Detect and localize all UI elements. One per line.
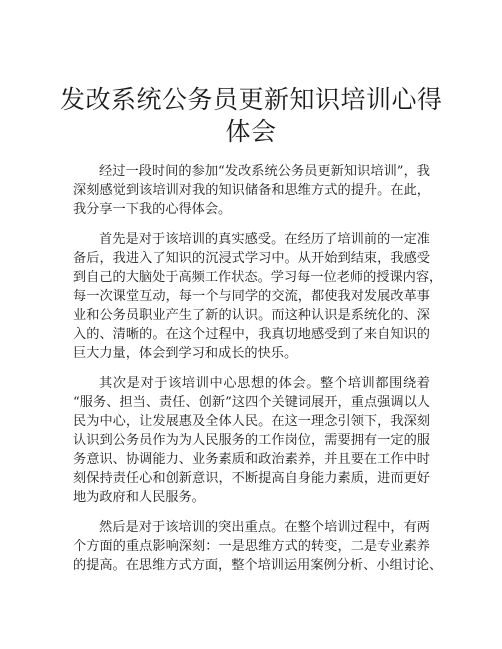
paragraph-line: 经过一段时间的参加“发改系统公务员更新知识培训”，我: [99, 164, 430, 179]
paragraph-line: 民为中心，让发展惠及全体人民。在这一理念引领下，我深刻: [73, 414, 430, 429]
document-title: [60, 84, 442, 148]
paragraph-line: 然后是对于该培训的突出重点。在整个培训过程中，有两: [99, 520, 430, 535]
paragraph-line: 巨大力量，体会到学习和成长的快乐。: [73, 346, 298, 361]
paragraph-line: 我分享一下我的心得体会。: [73, 202, 232, 217]
paragraph-line: “服务、担当、责任、创新”这四个关键词展开，重点强调以人: [73, 395, 430, 410]
paragraph-line: 的提高。在思维方式方面，整个培训运用案例分析、小组讨论、: [73, 558, 443, 573]
paragraph-line: 务意识、协调能力、业务素质和政治素养，并且要在工作中时: [73, 452, 430, 467]
paragraph-line: 地为政府和人民服务。: [73, 490, 205, 505]
paragraph-3: [73, 374, 430, 507]
paragraph-line: 每一次课堂互动，每一个与同学的交流，都使我对发展改革事: [73, 289, 430, 304]
paragraph-1: [73, 162, 430, 219]
title-line-2: 体会: [225, 117, 277, 146]
paragraph-line: 到自己的大脑处于高频工作状态。学习每一位老师的授课内容，: [73, 270, 443, 285]
paragraph-line: 首先是对于该培训的真实感受。在经历了培训前的一定准: [99, 232, 430, 247]
title-line-1: 发改系统公务员更新知识培训心得: [60, 85, 443, 114]
paragraph-2: [73, 230, 443, 363]
paragraph-line: 入的、清晰的。在这个过程中，我真切地感受到了来自知识的: [73, 327, 430, 342]
paragraph-4: [73, 518, 443, 575]
paragraph-line: 认识到公务员作为为人民服务的工作岗位，需要拥有一定的服: [73, 433, 430, 448]
paragraph-line: 深刻感觉到该培训对我的知识储备和思维方式的提升。在此，: [73, 183, 430, 198]
paragraph-line: 刻保持责任心和创新意识，不断提高自身能力素质，进而更好: [73, 471, 430, 486]
paragraph-line: 其次是对于该培训中心思想的体会。整个培训都围绕着: [99, 376, 430, 391]
paragraph-line: 备后，我进入了知识的沉浸式学习中。从开始到结束，我感受: [73, 251, 430, 266]
paragraph-line: 个方面的重点影响深刻：一是思维方式的转变，二是专业素养: [73, 539, 430, 554]
document-body: [73, 162, 443, 586]
paragraph-line: 业和公务员职业产生了新的认识。而这种认识是系统化的、深: [73, 308, 430, 323]
